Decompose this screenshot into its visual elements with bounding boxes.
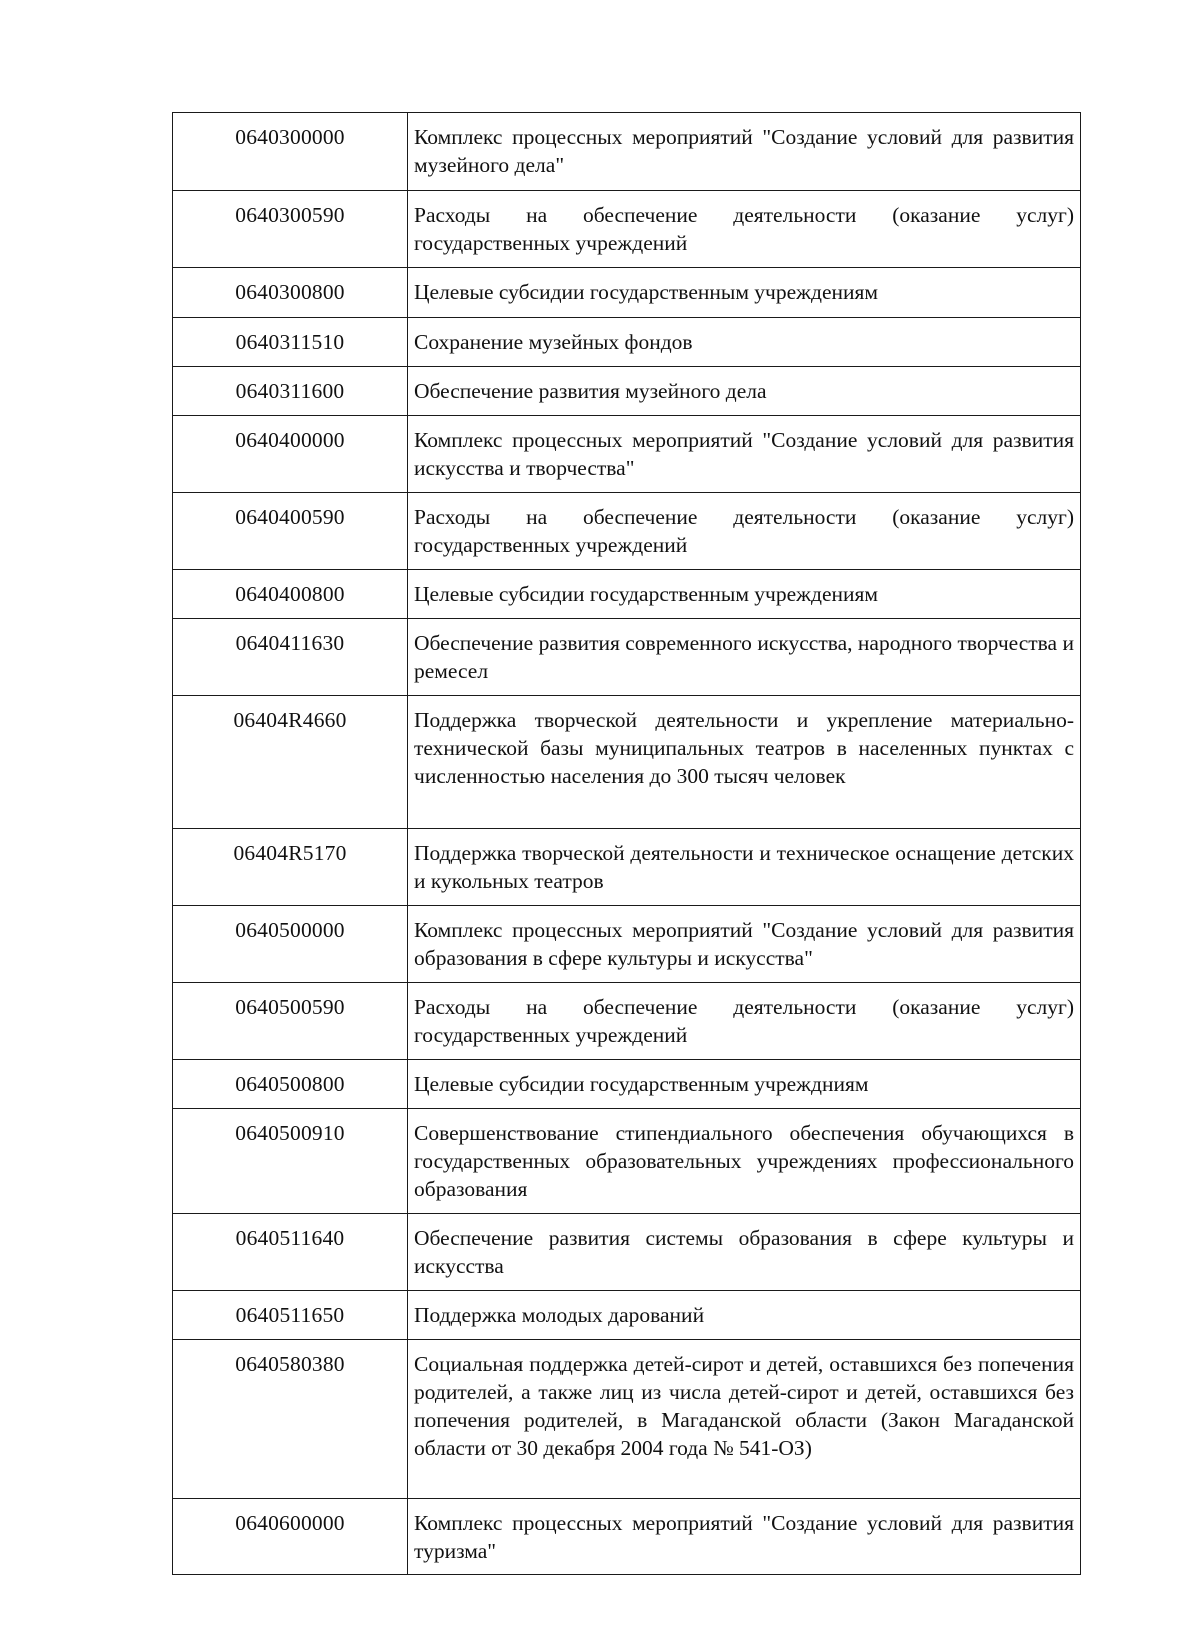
table-row: [173, 1499, 1081, 1575]
description-text: Комплекс процессных мероприятий "Создание условий для развития искусства и творчества": [414, 428, 1074, 480]
description-text: Целевые субсидии государственным учреждниям: [414, 1072, 869, 1096]
table-row: [173, 416, 1081, 493]
table-row: [173, 696, 1081, 829]
description-text: Совершенствование стипендиального обеспечения обучающихся в государственных образовательных учреждениях профессионального образования: [414, 1121, 1074, 1201]
description-cell: [408, 906, 1081, 983]
code-cell: 0640300800: [173, 268, 408, 318]
table-row: [173, 1291, 1081, 1340]
description-cell: [408, 318, 1081, 367]
code-cell: 0640400590: [173, 493, 408, 570]
table-row: [173, 906, 1081, 983]
description-text: Поддержка творческой деятельности и техническое оснащение детских и кукольных театров: [414, 841, 1074, 893]
description-cell: [408, 619, 1081, 696]
code-cell: 0640511650: [173, 1291, 408, 1340]
code-cell: 0640400800: [173, 570, 408, 619]
description-text: Расходы на обеспечение деятельности (оказание услуг) государственных учреждений: [414, 505, 1074, 557]
table-row: [173, 268, 1081, 318]
description-cell: [408, 191, 1081, 268]
code-cell: 0640500910: [173, 1109, 408, 1214]
description-text: Комплекс процессных мероприятий "Создание условий для развития туризма": [414, 1511, 1074, 1563]
table-row: [173, 191, 1081, 268]
description-cell: [408, 1060, 1081, 1109]
code-cell: 0640311600: [173, 367, 408, 416]
description-cell: [408, 696, 1081, 829]
code-cell: 0640580380: [173, 1340, 408, 1499]
table-row: [173, 367, 1081, 416]
code-cell: 0640411630: [173, 619, 408, 696]
description-cell: [408, 1214, 1081, 1291]
description-text: Комплекс процессных мероприятий "Создание условий для развития образования в сфере культуры и искусства": [414, 918, 1074, 970]
description-cell: [408, 268, 1081, 318]
budget-classification-table: [172, 112, 1081, 1575]
description-cell: [408, 416, 1081, 493]
description-text: Обеспечение развития современного искусства, народного творчества и ремесел: [414, 631, 1074, 683]
table-row: [173, 829, 1081, 906]
description-cell: [408, 367, 1081, 416]
description-cell: [408, 1499, 1081, 1575]
table-row: [173, 1060, 1081, 1109]
code-cell: 0640300590: [173, 191, 408, 268]
code-cell: 0640500800: [173, 1060, 408, 1109]
description-text: Сохранение музейных фондов: [414, 330, 693, 354]
code-cell: 0640400000: [173, 416, 408, 493]
description-text: Расходы на обеспечение деятельности (оказание услуг) государственных учреждений: [414, 203, 1074, 255]
table-row: [173, 1109, 1081, 1214]
description-text: Расходы на обеспечение деятельности (оказание услуг) государственных учреждений: [414, 995, 1074, 1047]
description-text: Комплекс процессных мероприятий "Создание условий для развития музейного дела": [414, 125, 1074, 177]
description-text: Социальная поддержка детей-сирот и детей, оставшихся без попечения родителей, а также лиц из числа детей-сирот и детей, оставшихся без попечения родителей, в Магаданской области (Закон Магаданской области от 30 декабря 2004 года № 541-ОЗ): [414, 1352, 1074, 1460]
table-row: [173, 1340, 1081, 1499]
table-body: [173, 113, 1081, 1575]
table-row: [173, 318, 1081, 367]
description-text: Обеспечение развития системы образования в сфере культуры и искусства: [414, 1226, 1074, 1278]
code-cell: 0640511640: [173, 1214, 408, 1291]
description-cell: [408, 113, 1081, 191]
table-row: [173, 983, 1081, 1060]
description-cell: [408, 493, 1081, 570]
code-cell: 06404R5170: [173, 829, 408, 906]
table-row: [173, 113, 1081, 191]
code-cell: 0640300000: [173, 113, 408, 191]
code-cell: 06404R4660: [173, 696, 408, 829]
code-cell: 0640311510: [173, 318, 408, 367]
code-cell: 0640500590: [173, 983, 408, 1060]
description-cell: [408, 1340, 1081, 1499]
code-cell: 0640600000: [173, 1499, 408, 1575]
description-text: Поддержка молодых дарований: [414, 1303, 705, 1327]
table-row: [173, 570, 1081, 619]
description-cell: [408, 1291, 1081, 1340]
description-cell: [408, 1109, 1081, 1214]
description-text: Поддержка творческой деятельности и укрепление материально-технической базы муниципальных театров в населенных пунктах с численностью населения до 300 тысяч человек: [414, 708, 1074, 788]
description-text: Целевые субсидии государственным учреждениям: [414, 280, 878, 304]
description-text: Целевые субсидии государственным учреждениям: [414, 582, 878, 606]
description-cell: [408, 829, 1081, 906]
description-cell: [408, 570, 1081, 619]
description-cell: [408, 983, 1081, 1060]
table-row: [173, 619, 1081, 696]
table-row: [173, 1214, 1081, 1291]
table-row: [173, 493, 1081, 570]
code-cell: 0640500000: [173, 906, 408, 983]
description-text: Обеспечение развития музейного дела: [414, 379, 767, 403]
